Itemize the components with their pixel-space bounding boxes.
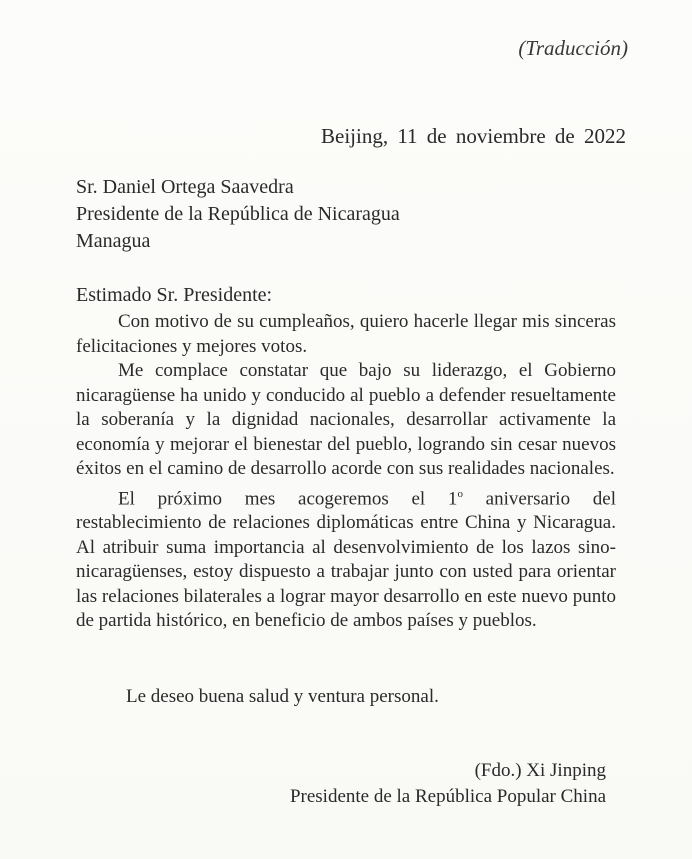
- paragraph-anniversary: [76, 482, 616, 634]
- paragraph-anniversary-rest: aniversario del restablecimiento de relaciones diplomáticas entre China y Nicaragua. Al atribuir suma importancia al desenvolvimiento de los lazos sino-nicaragüenses, estoy dispuesto a trabajar junto con usted para orientar las relaciones bilaterales a lograr mayor desarrollo en este nuevo punto de partida histórico, en beneficio de ambos países y pueblos.: [76, 487, 616, 632]
- ordinal-indicator: o: [457, 487, 463, 500]
- letter-date: Beijing, 11 de noviembre de 2022: [321, 124, 626, 148]
- paragraph-leadership: Me complace constatar que bajo su liderazgo, el Gobierno nicaragüense ha unido y conducido al pueblo a defender resueltamente la soberanía y la dignidad nacionales, desarrollar activamente la economía y mejorar el bienestar del pueblo, logrando sin cesar nuevos éxitos en el camino de desarrollo acorde con sus realidades nacionales.: [76, 360, 616, 479]
- signature-title: Presidente de la República Popular China: [289, 786, 606, 807]
- addressee-name: Sr. Daniel Ortega Saavedra: [76, 176, 294, 198]
- signature-name: (Fdo.) Xi Jinping: [474, 760, 606, 781]
- addressee-city: Managua: [76, 230, 151, 252]
- addressee-block: [76, 174, 400, 255]
- salutation: Estimado Sr. Presidente:: [76, 284, 273, 306]
- closing-line: Le deseo buena salud y ventura personal.: [126, 686, 439, 707]
- paragraph-anniversary-start: El próximo mes acogeremos el 1: [118, 487, 458, 509]
- translation-note: (Traducción): [518, 36, 628, 60]
- paragraph-birthday: Con motivo de su cumpleaños, quiero hacerle llegar mis sinceras felicitaciones y mejores votos.: [76, 311, 616, 357]
- letter-body: [76, 310, 616, 634]
- addressee-title: Presidente de la República de Nicaragua: [76, 203, 400, 225]
